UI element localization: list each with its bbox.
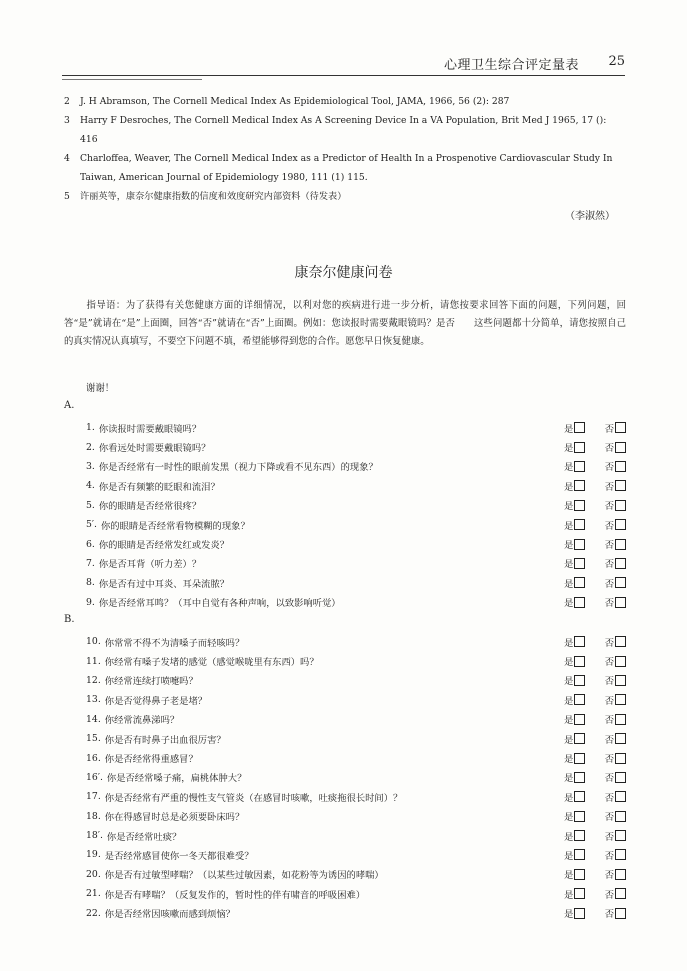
answer-options: [564, 693, 626, 707]
answer-options: [564, 479, 626, 493]
question-row: [86, 807, 626, 826]
answer-options: [564, 770, 626, 784]
question-number: 10.: [86, 636, 101, 648]
yes-checkbox[interactable]: [574, 461, 585, 472]
yes-label: 是: [564, 423, 574, 435]
no-checkbox[interactable]: [615, 694, 626, 705]
yes-checkbox[interactable]: [574, 656, 585, 667]
no-label: 否: [604, 637, 614, 649]
no-label: 否: [604, 501, 614, 513]
no-checkbox[interactable]: [615, 500, 626, 511]
no-option: [605, 790, 626, 804]
question-text: 你是否经常因咳嗽而感到烦恼？: [104, 909, 235, 921]
answer-options: [564, 751, 626, 765]
yes-checkbox[interactable]: [574, 908, 585, 919]
author-signature: （李淑然）: [565, 211, 615, 222]
yes-checkbox[interactable]: [574, 694, 585, 705]
yes-checkbox[interactable]: [574, 675, 585, 686]
no-option: [605, 829, 626, 843]
no-label: 否: [604, 423, 614, 435]
no-checkbox[interactable]: [615, 908, 626, 919]
yes-label: 是: [564, 501, 574, 513]
yes-option: [564, 809, 585, 823]
yes-option: [564, 732, 585, 746]
no-checkbox[interactable]: [615, 753, 626, 764]
question-number: 7.: [86, 557, 95, 569]
question-number: 8.: [86, 577, 95, 589]
yes-checkbox[interactable]: [574, 442, 585, 453]
no-label: 否: [604, 870, 614, 882]
answer-options: [564, 867, 626, 881]
question-number: 18′.: [86, 830, 103, 842]
page-header: [62, 54, 625, 76]
no-label: 否: [604, 598, 614, 610]
yes-label: 是: [564, 831, 574, 843]
yes-option: [564, 440, 585, 454]
answer-options: [564, 421, 626, 435]
yes-option: [564, 867, 585, 881]
yes-label: 是: [564, 792, 574, 804]
page-number: 25: [608, 54, 625, 69]
no-label: 否: [604, 831, 614, 843]
no-option: [605, 751, 626, 765]
reference-text: Harry F Desroches, The Cornell Medical Index As A Screening Device In a VA Population, Brit Med J 1965, 17 (): 416: [80, 115, 607, 145]
yes-checkbox[interactable]: [574, 714, 585, 725]
question-text: 你读报时需要戴眼镜吗？: [98, 423, 202, 435]
no-option: [605, 595, 626, 609]
answer-options: [564, 595, 626, 609]
no-label: 否: [604, 443, 614, 455]
yes-option: [564, 421, 585, 435]
question-number: 18.: [86, 810, 101, 822]
reference-item: [64, 187, 624, 206]
no-label: 否: [604, 773, 614, 785]
yes-checkbox[interactable]: [574, 733, 585, 744]
yes-option: [564, 595, 585, 609]
answer-options: [564, 556, 626, 570]
no-label: 否: [604, 734, 614, 746]
answer-options: [564, 848, 626, 862]
no-option: [605, 556, 626, 570]
no-checkbox[interactable]: [615, 461, 626, 472]
yes-checkbox[interactable]: [574, 539, 585, 550]
question-number: 21.: [86, 888, 101, 900]
no-label: 否: [604, 695, 614, 707]
no-option: [605, 887, 626, 901]
reference-number: 2: [64, 96, 70, 107]
yes-label: 是: [564, 598, 574, 610]
yes-label: 是: [564, 870, 574, 882]
reference-number: 4: [64, 153, 70, 164]
no-checkbox[interactable]: [615, 597, 626, 608]
question-row: [86, 768, 626, 787]
question-row: [86, 515, 626, 534]
yes-option: [564, 673, 585, 687]
header-rule-short: [62, 79, 202, 80]
question-text: 是否经常感冒使你一冬天都很难受？: [104, 850, 254, 862]
no-checkbox[interactable]: [615, 480, 626, 491]
question-row: [86, 534, 626, 553]
no-checkbox[interactable]: [615, 869, 626, 880]
question-number: 15.: [86, 733, 101, 745]
yes-option: [564, 556, 585, 570]
no-option: [605, 906, 626, 920]
question-number: 1.: [86, 422, 95, 434]
question-number: 13.: [86, 694, 101, 706]
yes-checkbox[interactable]: [574, 811, 585, 822]
answer-options: [564, 576, 626, 590]
question-row: [86, 437, 626, 456]
no-label: 否: [604, 657, 614, 669]
reference-text: J. H Abramson, The Cornell Medical Index As Epidemiological Tool, JAMA, 1966, 56 (2): 287: [80, 96, 510, 107]
question-row: [86, 496, 626, 515]
answer-options: [564, 498, 626, 512]
no-checkbox[interactable]: [615, 733, 626, 744]
question-row: [86, 554, 626, 573]
question-number: 9.: [86, 596, 95, 608]
no-checkbox[interactable]: [615, 830, 626, 841]
yes-checkbox[interactable]: [574, 791, 585, 802]
no-checkbox[interactable]: [615, 675, 626, 686]
question-row: [86, 787, 626, 806]
answer-options: [564, 790, 626, 804]
yes-checkbox[interactable]: [574, 772, 585, 783]
section-a-questions: [86, 418, 626, 612]
no-checkbox[interactable]: [615, 811, 626, 822]
no-label: 否: [604, 812, 614, 824]
yes-option: [564, 635, 585, 649]
yes-option: [564, 751, 585, 765]
yes-label: 是: [564, 889, 574, 901]
question-row: [86, 826, 626, 845]
yes-checkbox[interactable]: [574, 636, 585, 647]
question-number: 3.: [86, 460, 95, 472]
question-text: 你是否经常耳鸣？（耳中自觉有各种声响，以致影响听觉）: [98, 598, 341, 610]
yes-option: [564, 887, 585, 901]
section-a-label: A.: [64, 400, 75, 411]
yes-label: 是: [564, 715, 574, 727]
yes-label: 是: [564, 481, 574, 493]
no-checkbox[interactable]: [615, 849, 626, 860]
no-option: [605, 867, 626, 881]
no-option: [605, 809, 626, 823]
no-option: [605, 498, 626, 512]
no-option: [605, 459, 626, 473]
no-checkbox[interactable]: [615, 577, 626, 588]
question-text: 你是否经常有一时性的眼前发黑（视力下降或看不见东西）的现象？: [98, 462, 378, 474]
question-row: [86, 651, 626, 670]
question-number: 19.: [86, 849, 101, 861]
question-text: 你是否有过敏型哮喘？（以某些过敏因素，如花粉等为诱因的哮喘）: [104, 870, 384, 882]
no-label: 否: [604, 578, 614, 590]
no-option: [605, 635, 626, 649]
no-option: [605, 518, 626, 532]
yes-option: [564, 479, 585, 493]
reference-item: [64, 149, 624, 187]
question-row: [86, 671, 626, 690]
question-number: 2.: [86, 441, 95, 453]
question-row: [86, 457, 626, 476]
no-option: [605, 712, 626, 726]
question-text: 你经常连续打喷嚏吗？: [104, 676, 198, 688]
question-number: 12.: [86, 674, 101, 686]
no-option: [605, 421, 626, 435]
answer-options: [564, 537, 626, 551]
yes-checkbox[interactable]: [574, 577, 585, 588]
question-number: 14.: [86, 713, 101, 725]
question-text: 你是否有频繁的眨眼和流泪？: [98, 481, 220, 493]
no-option: [605, 673, 626, 687]
no-option: [605, 654, 626, 668]
question-text: 你常常不得不为清嗓子而轻咳吗？: [104, 637, 245, 649]
reference-item: [64, 111, 624, 149]
yes-checkbox[interactable]: [574, 500, 585, 511]
yes-option: [564, 848, 585, 862]
question-text: 你是否经常得重感冒？: [104, 754, 198, 766]
no-checkbox[interactable]: [615, 888, 626, 899]
no-checkbox[interactable]: [615, 519, 626, 530]
question-text: 你经常有嗓子发堵的感觉（感觉喉咙里有东西）吗？: [104, 657, 319, 669]
question-text: 你经常流鼻涕吗？: [104, 715, 180, 727]
yes-option: [564, 459, 585, 473]
answer-options: [564, 518, 626, 532]
question-number: 11.: [86, 655, 101, 667]
yes-option: [564, 712, 585, 726]
question-text: 你的眼睛是否经常发红或发炎？: [98, 540, 230, 552]
answer-options: [564, 906, 626, 920]
question-row: [86, 903, 626, 922]
no-option: [605, 848, 626, 862]
yes-option: [564, 829, 585, 843]
answer-options: [564, 459, 626, 473]
yes-option: [564, 906, 585, 920]
no-checkbox[interactable]: [615, 772, 626, 783]
question-row: [86, 748, 626, 767]
question-text: 你的眼睛是否经常看物模糊的现象？: [100, 520, 250, 532]
no-checkbox[interactable]: [615, 636, 626, 647]
answer-options: [564, 809, 626, 823]
yes-label: 是: [564, 812, 574, 824]
yes-checkbox[interactable]: [574, 888, 585, 899]
question-row: [86, 865, 626, 884]
answer-options: [564, 712, 626, 726]
no-option: [605, 440, 626, 454]
answer-options: [564, 635, 626, 649]
question-row: [86, 573, 626, 592]
question-row: [86, 845, 626, 864]
answer-options: [564, 654, 626, 668]
yes-label: 是: [564, 695, 574, 707]
question-row: [86, 729, 626, 748]
question-row: [86, 632, 626, 651]
no-label: 否: [604, 540, 614, 552]
no-option: [605, 479, 626, 493]
yes-label: 是: [564, 559, 574, 571]
yes-checkbox[interactable]: [574, 558, 585, 569]
yes-label: 是: [564, 540, 574, 552]
reference-item: [64, 92, 624, 111]
answer-options: [564, 732, 626, 746]
question-row: [86, 418, 626, 437]
no-option: [605, 693, 626, 707]
yes-checkbox[interactable]: [574, 422, 585, 433]
no-checkbox[interactable]: [615, 791, 626, 802]
question-text: 你是否觉得鼻子老是堵？: [104, 695, 208, 707]
yes-checkbox[interactable]: [574, 480, 585, 491]
yes-label: 是: [564, 676, 574, 688]
question-number: 6.: [86, 538, 95, 550]
question-text: 你的眼睛是否经常很疼？: [98, 501, 202, 513]
yes-label: 是: [564, 754, 574, 766]
no-label: 否: [604, 889, 614, 901]
reference-number: 5: [64, 191, 70, 202]
question-number: 5′.: [86, 519, 97, 531]
yes-label: 是: [564, 734, 574, 746]
question-row: [86, 476, 626, 495]
instructions: [64, 297, 626, 351]
question-number: 16′.: [86, 771, 103, 783]
yes-label: 是: [564, 443, 574, 455]
yes-option: [564, 693, 585, 707]
yes-option: [564, 537, 585, 551]
no-checkbox[interactable]: [615, 714, 626, 725]
question-number: 16.: [86, 752, 101, 764]
instructions-text: 指导语：为了获得有关您健康方面的详细情况，以利对您的疾病进行进一步分析，请您按要求回答下面的问题，下列问题，回答“是”就请在“是”上面圈，回答“否”就请在“否”上面圈。例如：您读报时需要戴眼镜吗？是否 这些问题都十分简单，请您按照自己的真实情况认真填写，不要空下问题不填，希望能够得到您的合作。愿您早日恢复健康。: [64, 300, 626, 347]
answer-options: [564, 887, 626, 901]
no-checkbox[interactable]: [615, 539, 626, 550]
no-label: 否: [604, 676, 614, 688]
no-label: 否: [604, 520, 614, 532]
reference-number: 3: [64, 115, 70, 126]
yes-option: [564, 654, 585, 668]
no-checkbox[interactable]: [615, 656, 626, 667]
no-checkbox[interactable]: [615, 442, 626, 453]
yes-label: 是: [564, 657, 574, 669]
no-label: 否: [604, 462, 614, 474]
reference-text: Charloffea, Weaver, The Cornell Medical Index as a Predictor of Health In a Prospenotive Cardiovascular Study In Taiwan, American Journal of Epidemiology 1980, 111 (1) 115.: [80, 153, 613, 183]
question-number: 4.: [86, 480, 95, 492]
yes-option: [564, 770, 585, 784]
no-label: 否: [604, 559, 614, 571]
yes-option: [564, 498, 585, 512]
answer-options: [564, 829, 626, 843]
yes-label: 是: [564, 520, 574, 532]
question-text: 你是否耳背（听力差）？: [98, 559, 202, 571]
yes-checkbox[interactable]: [574, 753, 585, 764]
question-row: [86, 884, 626, 903]
question-text: 你是否经常嗓子痛，扁桃体肿大？: [106, 773, 247, 785]
no-label: 否: [604, 792, 614, 804]
question-text: 你在得感冒时总是必须要卧床吗？: [104, 812, 245, 824]
answer-options: [564, 673, 626, 687]
no-label: 否: [604, 909, 614, 921]
no-checkbox[interactable]: [615, 422, 626, 433]
no-label: 否: [604, 715, 614, 727]
question-number: 17.: [86, 791, 101, 803]
answer-options: [564, 440, 626, 454]
question-number: 22.: [86, 907, 101, 919]
question-row: [86, 593, 626, 612]
question-text: 你是否经常吐痰？: [106, 831, 182, 843]
section-b-label: B.: [64, 614, 75, 625]
yes-option: [564, 790, 585, 804]
no-option: [605, 537, 626, 551]
reference-list: [64, 92, 624, 206]
question-number: 5.: [86, 499, 95, 511]
thanks-text: 谢谢！: [86, 383, 115, 394]
no-option: [605, 732, 626, 746]
yes-label: 是: [564, 578, 574, 590]
section-b-questions: [86, 632, 626, 923]
yes-label: 是: [564, 462, 574, 474]
no-checkbox[interactable]: [615, 558, 626, 569]
question-text: 你是否有时鼻子出血很厉害？: [104, 734, 226, 746]
no-label: 否: [604, 754, 614, 766]
question-text: 你看远处时需要戴眼镜吗？: [98, 443, 211, 455]
yes-checkbox[interactable]: [574, 519, 585, 530]
question-text: 你是否有过中耳炎、耳朵流脓？: [98, 578, 230, 590]
yes-checkbox[interactable]: [574, 830, 585, 841]
reference-text: 许丽英等，康奈尔健康指数的信度和效度研究内部资料（待发表）: [80, 191, 347, 202]
yes-option: [564, 518, 585, 532]
yes-option: [564, 576, 585, 590]
yes-checkbox[interactable]: [574, 869, 585, 880]
yes-label: 是: [564, 909, 574, 921]
question-text: 你是否经常有严重的慢性支气管炎（在感冒时咳嗽，吐痰拖很长时间）？: [104, 792, 403, 804]
yes-checkbox[interactable]: [574, 849, 585, 860]
question-row: [86, 690, 626, 709]
no-label: 否: [604, 850, 614, 862]
running-title: 心理卫生综合评定量表: [443, 58, 579, 73]
no-option: [605, 770, 626, 784]
no-option: [605, 576, 626, 590]
yes-label: 是: [564, 850, 574, 862]
question-text: 你是否有哮喘？（反复发作的，暂时性的伴有啸音的呼吸困难）: [104, 889, 366, 901]
yes-label: 是: [564, 773, 574, 785]
no-label: 否: [604, 481, 614, 493]
yes-checkbox[interactable]: [574, 597, 585, 608]
questionnaire-title: 康奈尔健康问卷: [294, 265, 393, 281]
question-row: [86, 710, 626, 729]
yes-label: 是: [564, 637, 574, 649]
header-rule: [62, 75, 625, 76]
question-number: 20.: [86, 868, 101, 880]
